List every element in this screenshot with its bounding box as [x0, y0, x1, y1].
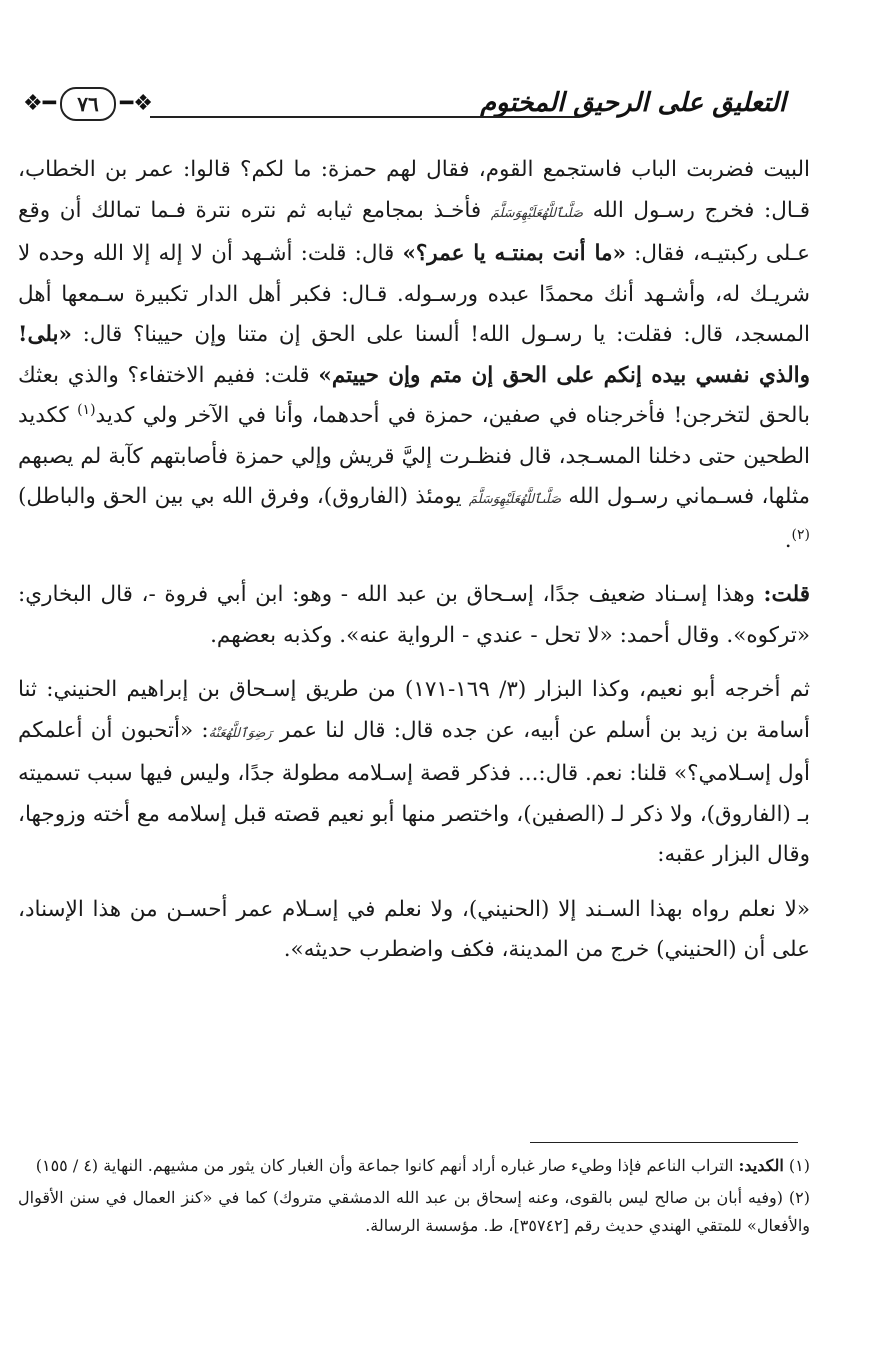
text-run: قلت: ففيم الاختفاء؟ والذي بعثك بالحق لتخرجن! فأخرجناه في صفين، حمزة في أحدهما، وأنا في الآخر ولي كديد [18, 362, 811, 428]
footnotes [18, 1152, 810, 1244]
text-run: فأخـذ بمجامع ثيابه ثم نتره نترة فـما تمالك أن وقع عـلى ركبتيـه، فقال: [18, 197, 810, 266]
ornament-dash-icon: ━ [120, 91, 134, 116]
paragraph [18, 670, 810, 876]
ornament-left-icon: ❖ [23, 91, 43, 116]
text-bold: «ما أنت بمنتـه يا عمر؟» [402, 241, 626, 266]
paragraph [18, 150, 810, 561]
text-run: (١) [783, 1156, 810, 1175]
text-sup: (٢) [791, 526, 810, 543]
text-run: التراب الناعم فإذا وطيء صار غباره أراد أنهم كانوا جماعة وأن الغبار كان يثور من مشيهم. النهاية (٤ / ١٥٥) [35, 1156, 739, 1175]
footnote-separator [530, 1142, 798, 1143]
text-run: ثم أخرجه أبو نعيم، وكذا البزار (٣/ ١٦٩-١٧١) من طريق إسـحاق بن إبراهيم الحنيني: ثنا أسامة بن زيد بن أسلم عن أبيه، عن جده قال: قال لنا عمر [18, 677, 811, 743]
text-run: يومئذ (الفاروق)، وفرق الله بي بين الحق والباطل) [18, 484, 469, 509]
page-number-ornament [23, 84, 153, 124]
text-bold: الكديد: [738, 1156, 784, 1175]
text-run: وهذا إسـناد ضعيف جدًا، إسـحاق بن عبد الله - وهو: ابن أبي فروة -، قال البخاري: «تركوه». وقال أحمد: «لا تحل - عندي - الرواية عنه». وكذبه بعضهم. [18, 582, 810, 648]
text-run: «لا نعلم رواه بهذا السـند إلا (الحنيني)، ولا نعلم في إسـلام عمر أحسـن من هذا الإسناد، على أن (الحنيني) خرج من المدينة، فكف واضطرب حديثه». [18, 896, 810, 962]
text-honor: رَضِوَٱللَّهُعَنْهُ [208, 725, 272, 741]
text-sup: (١) [77, 401, 96, 418]
text-bold: قلت: [763, 582, 810, 607]
page-header [10, 78, 800, 138]
text-run: البيت فضربت الباب فاستجمع القوم، فقال لهم حمزة: ما لكم؟ قالوا: عمر بن الخطاب، قـال: فخرج رسـول الله [18, 157, 810, 223]
header-rule [150, 116, 580, 118]
footnote [18, 1152, 810, 1180]
ornament-dash-icon: ━ [42, 91, 56, 116]
text-run: : «أتحبون أن أعلمكم أول إسـلامي؟» قلنا: نعم. قال:... فذكر قصة إسـلامه مطولة جدًا، وليس فيها سبب تسميته بـ (الفاروق)، ولا ذكر لـ (الصفين)، واختصر منها أبو نعيم قصته قبل إسلامه مع أخته وزوجها، وقال البزار عقبه: [18, 717, 810, 867]
footnote [18, 1184, 810, 1240]
text-honor: صَلَّىٱللَّهُعَلَيْهِوَسَلَّمَ [490, 205, 584, 221]
text-run: (٢) (وفيه أبان بن صالح ليس بالقوى، وعنه إسحاق بن عبد الله الدمشقي متروك) كما في «كنز العمال في سنن الأقوال والأفعال» للمتقي الهندي حديث رقم [٣٥٧٤٢]، ط. مؤسسة الرسالة. [18, 1188, 811, 1235]
text-honor: صَلَّىٱللَّهُعَلَيْهِوَسَلَّمَ [468, 492, 562, 507]
text-run: قال: قلت: أشـهد أن لا إله إلا الله وحده لا شريـك له، وأشـهد أنك محمدًا عبده ورسـوله. قـال: فكبر أهل الدار تكبيرة سـمعها أهل المسجد، قال: فقلت: يا رسـول الله! ألسنا على الحق إن متنا وإن حيينا؟ قال: [18, 241, 810, 347]
paragraph [18, 575, 810, 656]
running-title: التعليق على الرحيق المختوم [479, 88, 786, 118]
page-number: ٧٦ [60, 87, 116, 121]
text-bold: «بلى! والذي نفسي بيده إنكم على الحق إن متم وإن حييتم» [18, 322, 810, 388]
text-run: ككديد الطحين حتى دخلنا المسـجد، قال فنظـرت إليَّ قريش وإلي حمزة فأصابتهم كآبة لم يصبهم مثلها، فسـماني رسـول الله [18, 403, 811, 509]
text-run: . [784, 527, 792, 553]
ornament-right-icon: ❖ [133, 91, 153, 116]
paragraph [18, 890, 810, 971]
main-text [18, 150, 810, 985]
